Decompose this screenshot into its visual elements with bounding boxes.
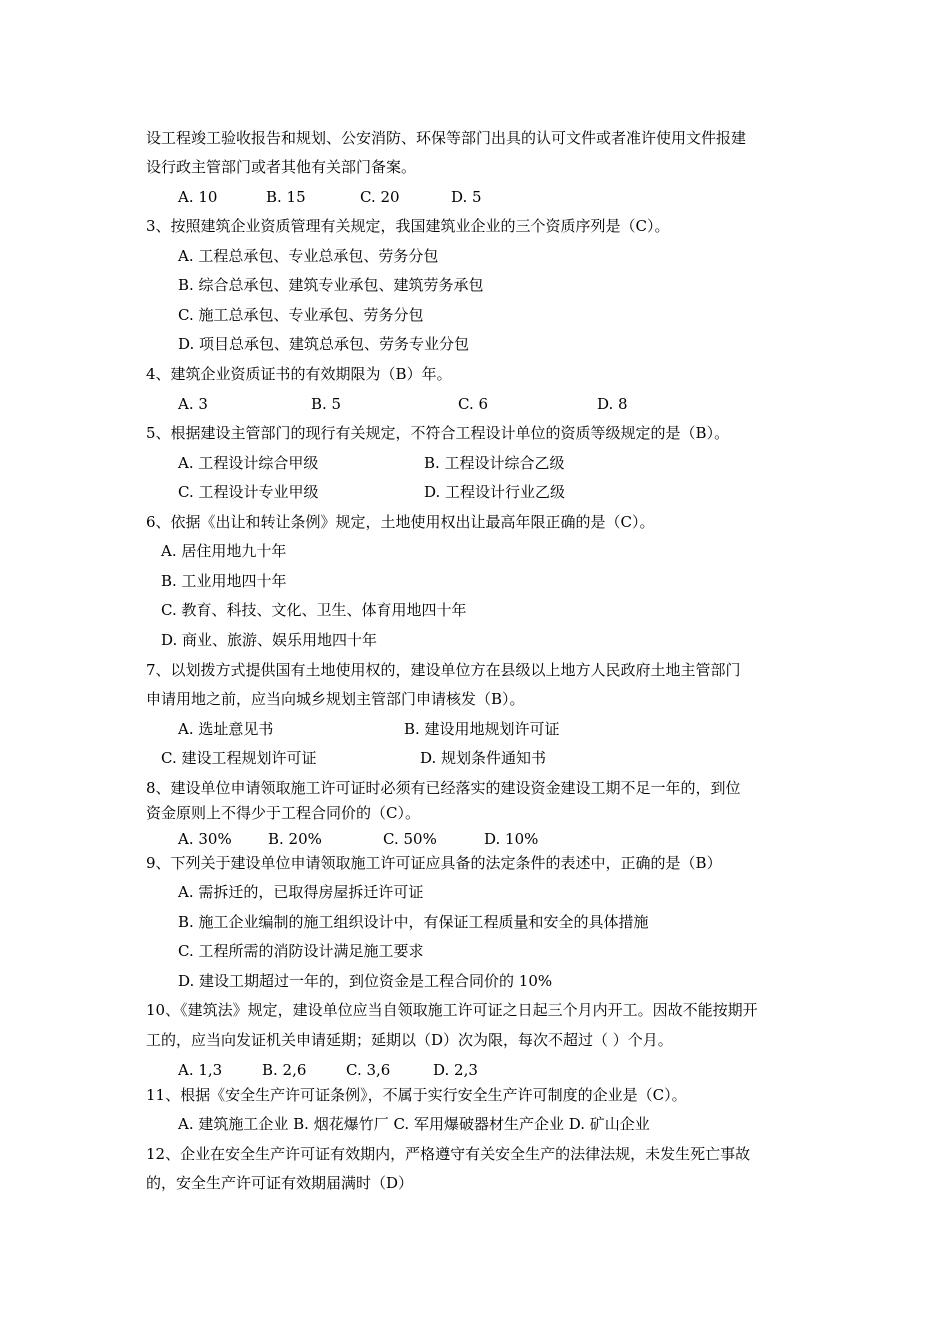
- option: C. 3,6: [346, 1061, 391, 1079]
- option: C. 50%: [383, 830, 437, 848]
- text-line: 设行政主管部门或者其他有关部门备案。: [146, 158, 417, 176]
- option: B. 工业用地四十年: [161, 572, 287, 590]
- text-line: 资金原则上不得少于工程合同价的（C）。: [146, 804, 420, 822]
- option: D. 2,3: [433, 1061, 478, 1079]
- question-10: 10、《建筑法》规定，建设单位应当自领取施工许可证之日起三个月内开工。因故不能按期开: [146, 1001, 758, 1019]
- option: C. 工程设计专业甲级: [178, 483, 319, 501]
- option: C. 建设工程规划许可证: [161, 749, 317, 767]
- option: A. 居住用地九十年: [161, 542, 287, 560]
- option: A. 30%: [178, 830, 232, 848]
- option: B. 2,6: [262, 1061, 307, 1079]
- option: D. 规划条件通知书: [420, 749, 547, 767]
- question-12: 12、企业在安全生产许可证有效期内，严格遵守有关安全生产的法律法规，未发生死亡事故: [146, 1145, 751, 1163]
- option: B. 综合总承包、建筑专业承包、建筑劳务承包: [178, 276, 484, 294]
- option: B. 工程设计综合乙级: [424, 454, 565, 472]
- option: D. 10%: [484, 830, 539, 848]
- question-3: 3、按照建筑企业资质管理有关规定，我国建筑业企业的三个资质序列是（C）。: [146, 217, 670, 235]
- option: A. 工程总承包、专业总承包、劳务分包: [178, 247, 439, 265]
- option: C. 教育、科技、文化、卫生、体育用地四十年: [161, 601, 467, 619]
- question-11: 11、根据《安全生产许可证条例》，不属于实行安全生产许可制度的企业是（C）。: [146, 1086, 687, 1104]
- question-5: 5、根据建设主管部门的现行有关规定，不符合工程设计单位的资质等级规定的是（B）。: [146, 424, 730, 442]
- option: D. 商业、旅游、娱乐用地四十年: [161, 631, 378, 649]
- option: B. 施工企业编制的施工组织设计中，有保证工程质量和安全的具体措施: [178, 913, 649, 931]
- option: D. 建设工期超过一年的，到位资金是工程合同价的 10%: [178, 972, 553, 990]
- option: D. 5: [451, 188, 482, 206]
- text-line: 的，安全生产许可证有效期届满时（D）: [146, 1174, 414, 1192]
- option: B. 建设用地规划许可证: [404, 720, 560, 738]
- option: B. 20%: [268, 830, 322, 848]
- question-4: 4、建筑企业资质证书的有效期限为（B）年。: [146, 365, 452, 383]
- option: C. 施工总承包、专业承包、劳务分包: [178, 306, 424, 324]
- text-line: 设工程竣工验收报告和规划、公安消防、环保等部门出具的认可文件或者准许使用文件报建: [146, 129, 747, 147]
- option: A. 需拆迁的，已取得房屋拆迁许可证: [178, 883, 424, 901]
- question-7: 7、以划拨方式提供国有土地使用权的，建设单位方在县级以上地方人民政府土地主管部门: [146, 661, 741, 679]
- option: D. 项目总承包、建筑总承包、劳务专业分包: [178, 335, 470, 353]
- option: D. 8: [597, 395, 628, 413]
- question-9: 9、下列关于建设单位申请领取施工许可证应具备的法定条件的表述中，正确的是（B）: [146, 854, 722, 872]
- option: A. 选址意见书: [178, 720, 274, 738]
- option: C. 6: [458, 395, 489, 413]
- option: A. 3: [178, 395, 208, 413]
- option: D. 工程设计行业乙级: [424, 483, 566, 501]
- option: B. 5: [311, 395, 342, 413]
- question-8: 8、建设单位申请领取施工许可证时必须有已经落实的建设资金建设工期不足一年的，到位: [146, 779, 741, 797]
- option: C. 20: [360, 188, 400, 206]
- option: A. 工程设计综合甲级: [178, 454, 319, 472]
- option: A. 10: [178, 188, 218, 206]
- text-line: 申请用地之前，应当向城乡规划主管部门申请核发（B）。: [146, 690, 525, 708]
- option: C. 工程所需的消防设计满足施工要求: [178, 942, 424, 960]
- option: A. 1,3: [178, 1061, 223, 1079]
- option-row: A. 建筑施工企业 B. 烟花爆竹厂 C. 军用爆破器材生产企业 D. 矿山企业: [178, 1115, 650, 1133]
- option: B. 15: [266, 188, 306, 206]
- question-6: 6、依据《出让和转让条例》规定，土地使用权出让最高年限正确的是（C）。: [146, 513, 655, 531]
- text-line: 工的，应当向发证机关申请延期；延期以（D）次为限，每次不超过（ ）个月。: [146, 1031, 673, 1049]
